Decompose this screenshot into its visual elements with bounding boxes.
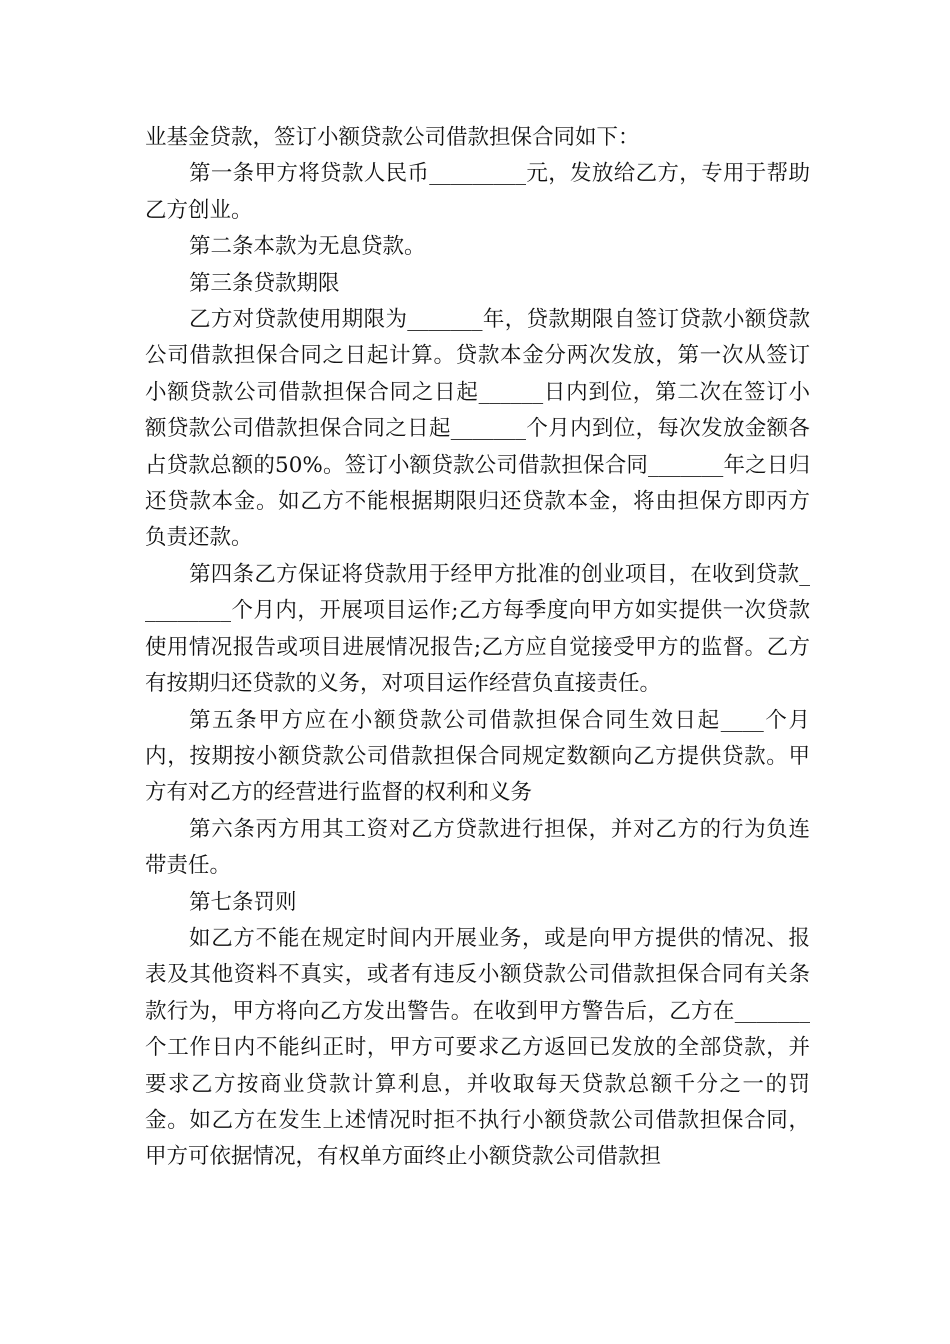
paragraph-article-3-body: 乙方对贷款使用期限为_______年，贷款期限自签订贷款小额贷款公司借款担保合同之日起计算。贷款本金分两次发放，第一次从签订小额贷款公司借款担保合同之日起______日内到位，第二次在签订小额贷款公司借款担保合同之日起_______个月内到位，每次发放金额各占贷款总额的50%。签订小额贷款公司借款担保合同_______年之日归还贷款本金。如乙方不能根据期限归还贷款本金，将由担保方即丙方负责还款。 (145, 307, 810, 551)
paragraph-article-4: 第四条乙方保证将贷款用于经甲方批准的创业项目，在收到贷款_________个月内，开展项目运作;乙方每季度向甲方如实提供一次贷款使用情况报告或项目进展情况报告;乙方应自觉接受甲方的监督。乙方有按期归还贷款的义务，对项目运作经营负直接责任。 (145, 561, 810, 697)
paragraph-article-2: 第二条本款为无息贷款。 (189, 234, 426, 260)
paragraph-article-7-body: 如乙方不能在规定时间内开展业务，或是向甲方提供的情况、报表及其他资料不真实，或者有违反小额贷款公司借款担保合同有关条款行为，甲方将向乙方发出警告。在收到甲方警告后，乙方在_______个工作日内不能纠正时，甲方可要求乙方返回已发放的全部贷款，并要求乙方按商业贷款计算利息，并收取每天贷款总额千分之一的罚金。如乙方在发生上述情况时拒不执行小额贷款公司借款担保合同，甲方可依据情况，有权单方面终止小额贷款公司借款担 (145, 925, 810, 1170)
paragraph-article-3-heading: 第三条贷款期限 (189, 270, 340, 296)
paragraph-intro-continuation: 业基金贷款，签订小额贷款公司借款担保合同如下： (145, 125, 640, 150)
paragraph-article-6: 第六条丙方用其工资对乙方贷款进行担保，并对乙方的行为负连带责任。 (145, 816, 810, 879)
paragraph-article-7-heading: 第七条罚则 (189, 889, 297, 915)
document-body (145, 120, 810, 1176)
paragraph-article-5: 第五条甲方应在小额贷款公司借款担保合同生效日起____个月内，按期按小额贷款公司借款担保合同规定数额向乙方提供贷款。甲方有对乙方的经营进行监督的权利和义务 (145, 707, 810, 806)
paragraph-article-1: 第一条甲方将贷款人民币_________元，发放给乙方，专用于帮助乙方创业。 (145, 161, 810, 223)
